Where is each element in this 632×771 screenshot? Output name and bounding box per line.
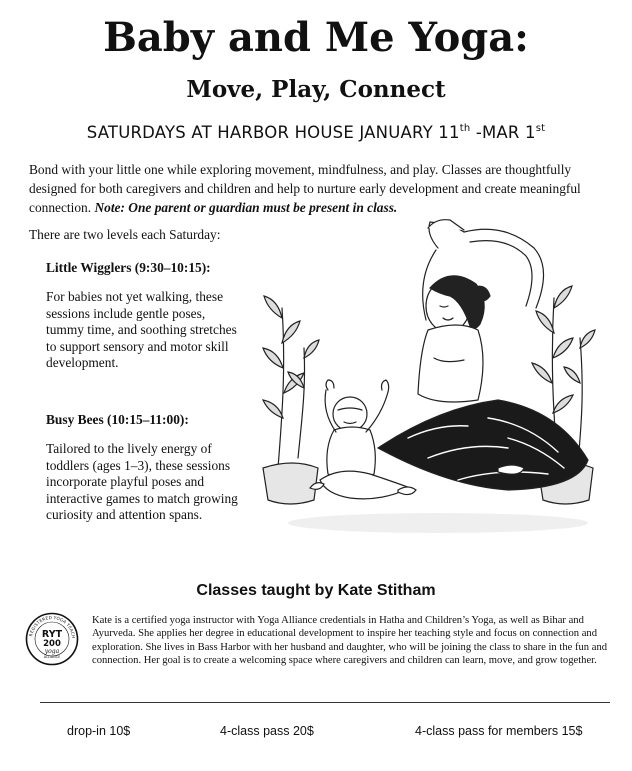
price-member-pass: 4-class pass for members 15$ (415, 724, 583, 738)
teacher-heading: Classes taught by Kate Stitham (196, 582, 436, 599)
page-title: Baby and Me Yoga: (103, 14, 529, 61)
mother-and-baby-yoga-illustration-icon (258, 218, 614, 540)
schedule-start-suffix: th (459, 123, 471, 134)
price-drop-in: drop-in 10$ (67, 724, 131, 738)
level-description-busy-bees: Tailored to the lively energy of toddlers (ages 1–3), these sessions incorporate playful poses and interactive games to match growing curiosity and attention spans. (46, 441, 238, 522)
badge-line3: yoga (44, 648, 60, 655)
yoga-alliance-badge (25, 612, 79, 666)
intro-note: Note: One parent or guardian must be present in class. (94, 200, 398, 215)
schedule-line (0, 121, 632, 145)
teacher-bio: Kate is a certified yoga instructor with Yoga Alliance credentials in Hatha and Children’s Yoga, as well as Bihar and Ayurveda. She applies her degree in educational development to inspire her teaching style and focus on connection and exploration. She lives in Bass Harbor with her husband and daughter, who will be joining the class to share in the fun and connection. Her goal is to create a welcoming space where caregivers and children can learn, move, and grow together. (92, 615, 608, 667)
schedule-end-suffix: st (535, 123, 546, 134)
badge-line4: ALLIANCE (43, 655, 61, 659)
level-description-little-wigglers: For babies not yet walking, these sessions include gentle poses, tummy time, and soothing stretches to support sensory and motor skill development. (46, 289, 237, 370)
levels-intro: There are two levels each Saturday: (29, 227, 221, 242)
divider-line (40, 702, 610, 703)
level-title-little-wigglers: Little Wigglers (9:30–10:15): (46, 260, 211, 275)
badge-line2: 200 (43, 639, 61, 649)
price-class-pass: 4-class pass 20$ (220, 724, 314, 738)
badge-ring-text: REGISTERED YOGA TEACH (28, 614, 77, 639)
level-title-busy-bees: Busy Bees (10:15–11:00): (46, 412, 189, 427)
schedule-start: SATURDAYS AT HARBOR HOUSE JANUARY 11 (86, 123, 460, 142)
ryt-seal-icon (25, 612, 79, 666)
schedule-end: -MAR 1 (470, 123, 536, 142)
page-subtitle: Move, Play, Connect (186, 76, 446, 103)
intro-text: Bond with your little one while exploring movement, mindfulness, and play. Classes are thoughtfully designed for both caregivers and children and help to nurture early development and create meaningful connection. (29, 162, 581, 215)
intro-paragraph (29, 160, 609, 217)
badge-line1: RYT (41, 629, 63, 640)
